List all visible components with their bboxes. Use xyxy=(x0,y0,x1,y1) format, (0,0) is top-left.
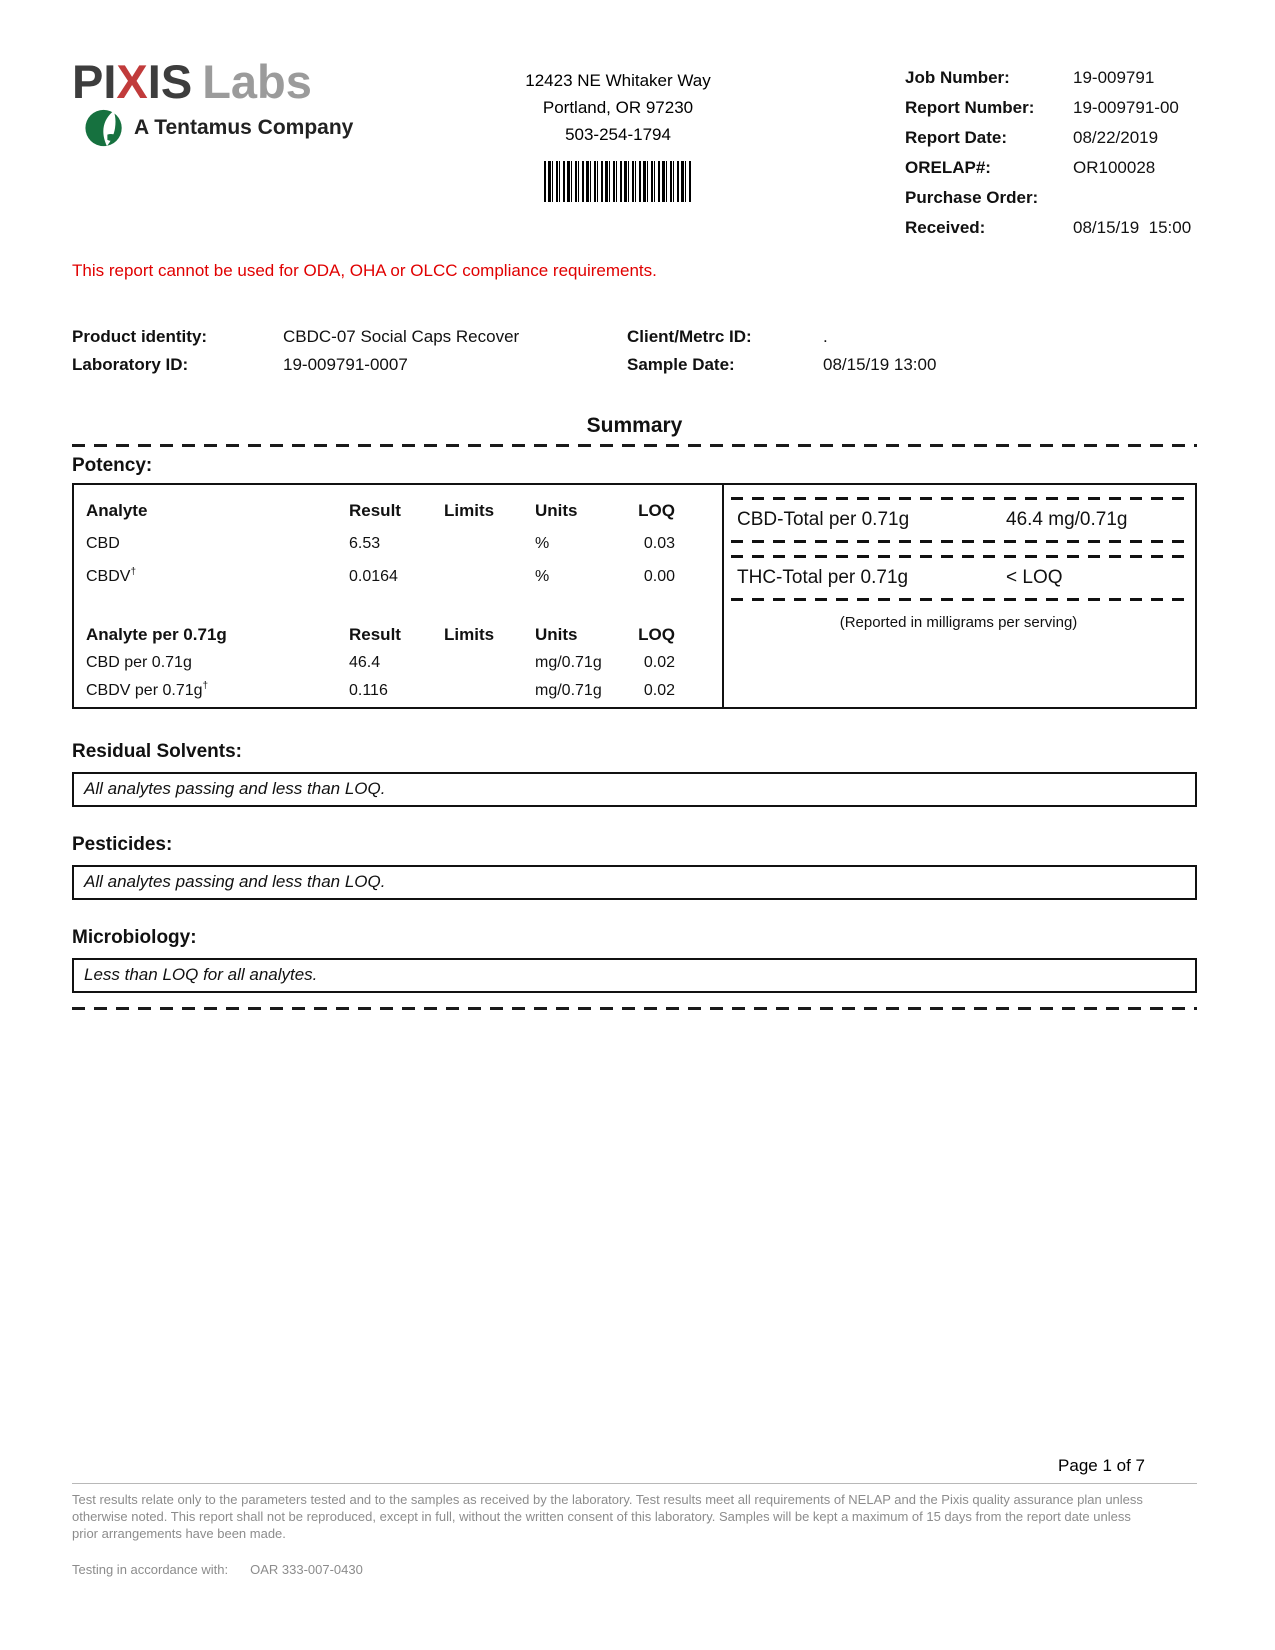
potency-table-header xyxy=(86,501,722,521)
info-value: 08/22/2019 xyxy=(1073,128,1159,147)
table-cell: CBD per 0.71g xyxy=(86,654,192,671)
product-identity-label: Product identity: xyxy=(72,327,208,346)
table-cell: CBD xyxy=(86,535,120,552)
brand-x: X xyxy=(116,55,148,108)
tentamus-leaf-icon xyxy=(84,107,126,149)
pesticides-result: All analytes passing and less than LOQ. xyxy=(72,865,1197,900)
table-cell: Units xyxy=(535,501,578,520)
dashed-border xyxy=(731,598,1186,601)
table-cell: 0.0164 xyxy=(349,568,398,585)
table-cell xyxy=(444,534,535,554)
laboratory-id-label: Laboratory ID: xyxy=(72,355,189,374)
totals-note: (Reported in milligrams per serving) xyxy=(839,614,1078,631)
sample-info xyxy=(72,323,1197,379)
tentamus-tagline: A Tentamus Company xyxy=(134,116,354,139)
summary-title: Summary xyxy=(586,414,683,437)
residual-solvents-heading: Residual Solvents: xyxy=(72,741,242,762)
table-cell: CBDV† xyxy=(86,566,137,585)
sample-row-1 xyxy=(72,323,1197,351)
cbd-total-value: 46.4 mg/0.71g xyxy=(1006,509,1128,530)
info-row-received xyxy=(905,217,1197,238)
thc-total-value: < LOQ xyxy=(1006,567,1063,588)
table-cell xyxy=(444,653,535,673)
potency-table-per-serving xyxy=(86,625,722,701)
info-row-purchase-order xyxy=(905,187,1197,208)
footer-disclaimer: Test results relate only to the parameters tested and to the samples as received by the laboratory. Test results meet all requirements of NELAP and the Pixis quality assurance plan unless otherwise noted. This report shall not be reproduced, except in full, without the written consent of this laboratory. Samples will be kept a maximum of 15 days from the report date unless prior arrangements have been made. xyxy=(72,1492,1143,1541)
potency-table-header xyxy=(86,625,722,645)
product-identity-value: CBDC-07 Social Caps Recover xyxy=(283,327,520,346)
residual-solvents-result: All analytes passing and less than LOQ. xyxy=(72,772,1197,807)
table-row xyxy=(86,534,722,554)
thc-total-label: THC-Total per 0.71g xyxy=(737,567,909,588)
info-label: Purchase Order: xyxy=(905,188,1039,207)
lab-address xyxy=(482,58,754,247)
table-cell: Limits xyxy=(444,501,495,520)
address-phone: 503-254-1794 xyxy=(565,125,671,144)
table-cell xyxy=(444,681,535,701)
table-cell: mg/0.71g xyxy=(535,682,602,699)
info-value: 08/15/19 15:00 xyxy=(1073,218,1192,237)
table-cell: Units xyxy=(535,625,578,644)
table-cell: Result xyxy=(349,501,401,520)
potency-totals-panel xyxy=(724,485,1195,707)
table-cell: 46.4 xyxy=(349,654,381,671)
brand-labs: Labs xyxy=(202,55,312,108)
report-info-block xyxy=(905,58,1197,247)
potency-table-body xyxy=(86,534,722,587)
table-row xyxy=(86,681,722,701)
report-footer xyxy=(72,1456,1197,1577)
table-cell: 0.03 xyxy=(643,535,675,552)
info-label: Report Date: xyxy=(905,128,1008,147)
potency-summary-box xyxy=(72,483,1197,709)
address-line1: 12423 NE Whitaker Way xyxy=(525,71,711,90)
microbiology-heading: Microbiology: xyxy=(72,927,197,948)
sample-date-label: Sample Date: xyxy=(627,355,735,374)
barcode xyxy=(544,161,692,202)
pixis-logo xyxy=(72,55,440,247)
laboratory-id-value: 19-009791-0007 xyxy=(283,355,408,374)
table-cell: % xyxy=(535,535,550,552)
report-header xyxy=(72,0,1197,247)
table-cell: 0.02 xyxy=(643,682,675,699)
brand-pre: PI xyxy=(72,55,117,108)
table-cell: LOQ xyxy=(638,501,675,520)
potency-heading: Potency: xyxy=(72,455,153,476)
table-cell: Analyte xyxy=(86,501,148,520)
table-cell: mg/0.71g xyxy=(535,654,602,671)
table-cell: Limits xyxy=(444,625,495,644)
sample-row-2 xyxy=(72,351,1197,379)
info-value: OR100028 xyxy=(1073,158,1156,177)
microbiology-result: Less than LOQ for all analytes. xyxy=(72,958,1197,993)
sample-date-value: 08/15/19 13:00 xyxy=(823,355,937,374)
info-label: Report Number: xyxy=(905,98,1035,117)
table-cell: CBDV per 0.71g† xyxy=(86,680,209,699)
table-cell: LOQ xyxy=(638,625,675,644)
table-cell: Analyte per 0.71g xyxy=(86,625,227,644)
cbd-total-label: CBD-Total per 0.71g xyxy=(737,509,910,530)
table-cell: 6.53 xyxy=(349,535,381,552)
info-label: Received: xyxy=(905,218,986,237)
table-cell xyxy=(444,567,535,587)
page-number: Page 1 of 7 xyxy=(1058,1456,1145,1475)
footer-divider xyxy=(72,1483,1197,1484)
client-metrc-value: . xyxy=(823,327,828,346)
info-row-job-number xyxy=(905,67,1197,88)
table-cell: Result xyxy=(349,625,401,644)
compliance-warning: This report cannot be used for ODA, OHA or OLCC compliance requirements. xyxy=(72,261,657,280)
address-line2: Portland, OR 97230 xyxy=(542,98,694,117)
potency-table xyxy=(74,485,724,707)
dashed-separator-bottom xyxy=(72,1007,1197,1010)
info-row-report-number xyxy=(905,97,1197,118)
info-label: Job Number: xyxy=(905,68,1010,87)
info-row-orelap xyxy=(905,157,1197,178)
table-cell: 0.00 xyxy=(643,568,675,585)
pixis-wordmark xyxy=(72,55,440,108)
thc-total-box xyxy=(731,555,1186,601)
table-row xyxy=(86,567,722,587)
testing-value: OAR 333-007-0430 xyxy=(250,1562,363,1577)
table-cell: % xyxy=(535,568,550,585)
client-metrc-label: Client/Metrc ID: xyxy=(627,327,752,346)
table-cell: 0.02 xyxy=(643,654,675,671)
potency-table-body xyxy=(86,653,722,701)
info-row-report-date xyxy=(905,127,1197,148)
table-row xyxy=(86,653,722,673)
testing-accordance xyxy=(72,1562,1197,1577)
pesticides-heading: Pesticides: xyxy=(72,834,173,855)
brand-post: IS xyxy=(147,55,193,108)
dashed-border xyxy=(731,540,1186,543)
info-value: 19-009791-00 xyxy=(1073,98,1179,117)
cbd-total-box xyxy=(731,497,1186,543)
potency-table-percent xyxy=(86,501,722,587)
dashed-separator-top xyxy=(72,444,1197,447)
table-cell: 0.116 xyxy=(349,682,388,699)
testing-label: Testing in accordance with: xyxy=(72,1562,229,1577)
info-label: ORELAP#: xyxy=(905,158,991,177)
info-value: 19-009791 xyxy=(1073,68,1155,87)
